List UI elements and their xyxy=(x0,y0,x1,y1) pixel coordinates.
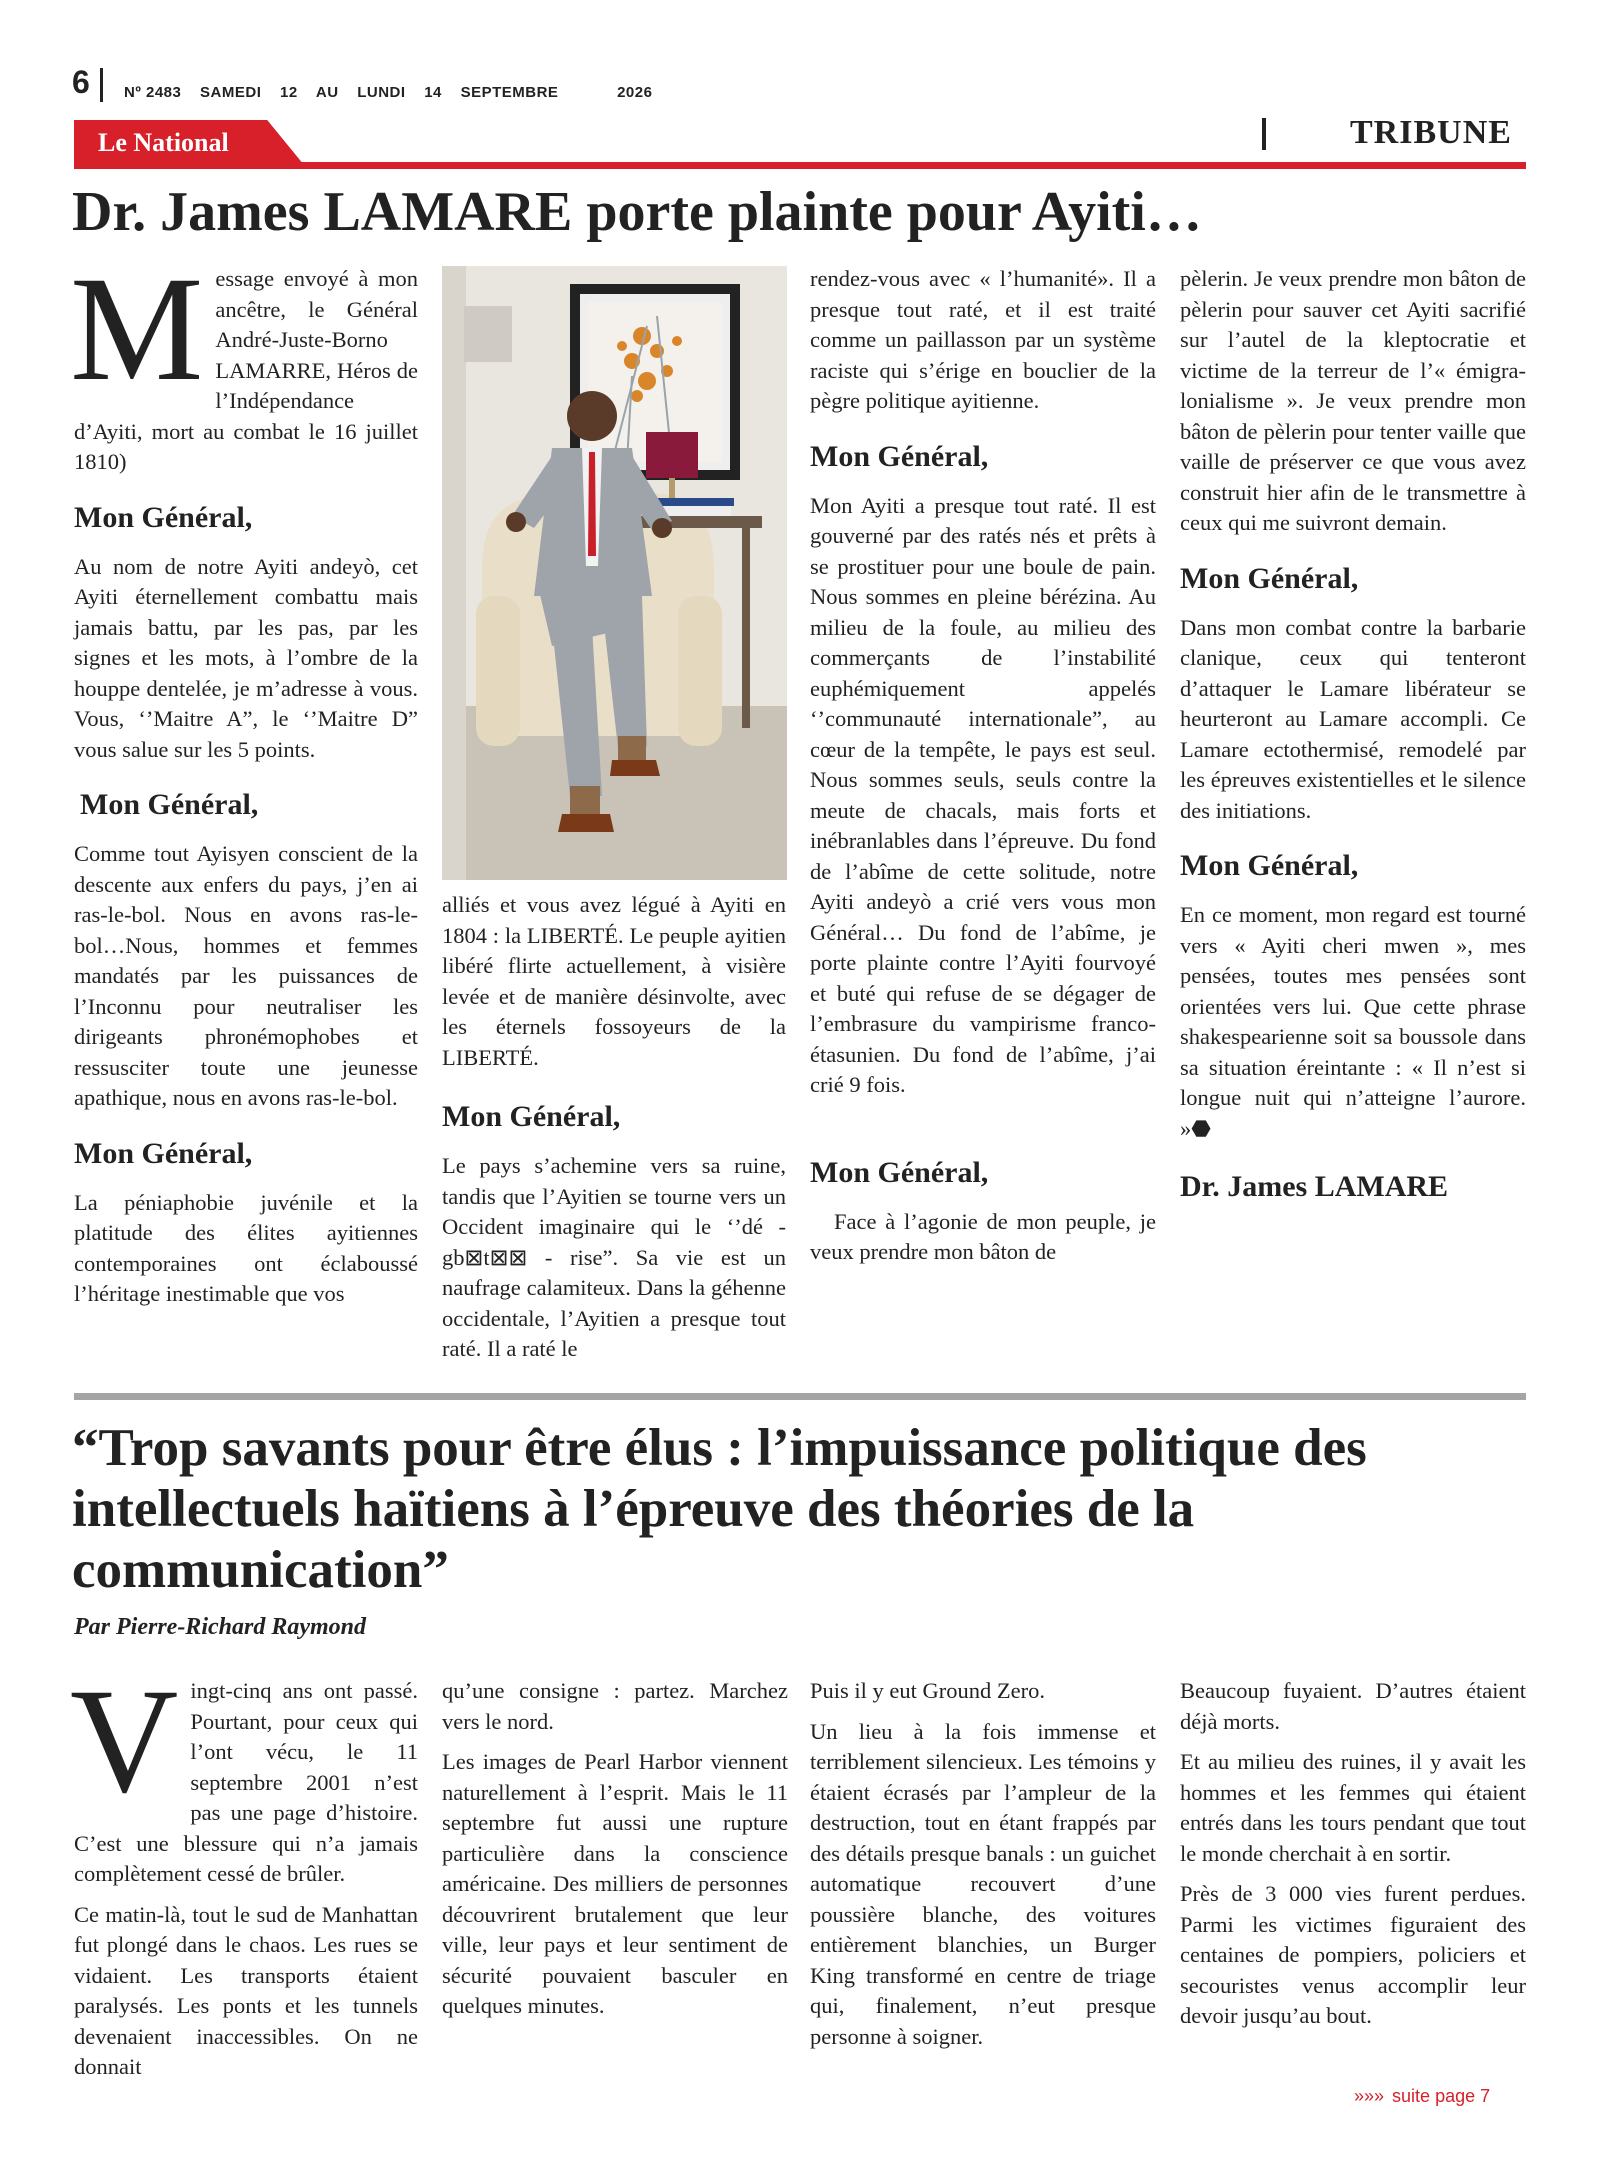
article1-paragraph-5: Le pays s’achemine vers sa ruine, tandis que l’Ayitien se tourne vers un Occident imaginaire qui le ‘’dé - gb⊠t⊠⊠ - rise”. Sa vie est un naufrage calamiteux. Dans la géhenne occidentale, l’Ayitien a presque tout raté. Il a raté le xyxy=(442,1153,786,1361)
article2-paragraph-6: Un lieu à la fois immense et terriblement silencieux. Les témoins y étaient écrasés par l’ampleur de la destruction, tout en étant frappés par des détails presque banals : un guichet automatique recouvert d’une poussière blanche, des voitures entièrement blanchies, un Burger King transformé en centre de triage qui, finalement, n’eut presque personne à soigner. xyxy=(810,1718,1156,2049)
article1-paragraph-11-text: En ce moment, mon regard est tourné vers « Ayiti cheri mwen », mes pensées, toutes mes pensées sont orientées vers lui. Que cette phrase shakespearienne soit sa boussole dans sa situation éreintante : « Il n’est si longue nuit qui n’atteigne l’aurore. » xyxy=(1180,902,1526,1141)
article2-paragraph-1 xyxy=(70,1658,418,1890)
article2-byline: Par Pierre-Richard Raymond xyxy=(74,1614,366,1640)
article2-paragraph-7: Beaucoup fuyaient. D’autres étaient déjà morts. xyxy=(1180,1678,1526,1734)
article1-intro xyxy=(70,246,418,478)
article2-column-2 xyxy=(442,1676,788,2032)
article1-paragraph-11 xyxy=(1180,900,1526,1144)
section-divider xyxy=(1262,118,1266,150)
article2-paragraph-4: Les images de Pearl Harbor viennent naturellement à l’esprit. Mais le 11 septembre fut aussi une rupture particulière dans la conscience américaine. Des milliers de personnes découvrirent brutalement que leur ville, leur pays et leur sentiment de sécurité pouvaient basculer en quelques minutes. xyxy=(442,1749,788,2018)
article2-paragraph-5: Puis il y eut Ground Zero. xyxy=(810,1678,1045,1703)
article1-column-4 xyxy=(1180,264,1526,1203)
continued-on-page-link[interactable] xyxy=(1354,2086,1490,2107)
article1-signature: Dr. James LAMARE xyxy=(1180,1170,1449,1203)
article1-dropcap: M xyxy=(70,246,204,412)
article2-headline: “Trop savants pour être élus : l’impuissance politique des intellectuels haïtiens à l’épreuve des théories de la communication” xyxy=(72,1419,1367,1599)
article1-paragraph-6: rendez-vous avec « l’humanité». Il a presque tout raté, et il est traité comme un paillasson par un système raciste qui s’érige en bouclier de la pègre politique ayitienne. xyxy=(810,266,1156,413)
article1-subhead-6: Mon Général, xyxy=(810,1155,989,1189)
author-photo-illustration xyxy=(442,266,787,880)
article1-subhead-2: Mon Général, xyxy=(80,788,259,821)
article1-headline: Dr. James LAMARE porte plainte pour Ayiti… xyxy=(72,181,1202,243)
date-from: 12 xyxy=(280,84,298,101)
page-number: 6 xyxy=(72,64,90,100)
article1-column-3 xyxy=(810,264,1156,1278)
article1-subhead-3: Mon Général, xyxy=(74,1136,253,1170)
article2-paragraph-1-text: ingt-cinq ans ont passé. Pourtant, pour ceux qui l’ont vécu, le 11 septembre 2001 n’est pas une page d’histoire. C’est une blessure qui n’a jamais complètement cessé de brûler. xyxy=(74,1678,418,1886)
article2-column-4 xyxy=(1180,1676,1526,2042)
continue-text: suite page 7 xyxy=(1392,2086,1491,2106)
date-month: SEPTEMBRE xyxy=(460,84,559,101)
issue-number: Nº 2483 xyxy=(124,84,182,101)
article1-paragraph-10: Dans mon combat contre la barbarie clanique, ceux qui tenteront d’attaquer le Lamare libérateur se heurteront au Lamare accompli. Ce Lamare ectothermisé, remodelé par les épreuves existentielles et le silence des initiations. xyxy=(1180,614,1526,823)
article2-paragraph-3: qu’une consigne : partez. Marchez vers le nord. xyxy=(442,1678,788,1734)
article1-subhead-4: Mon Général, xyxy=(442,1100,621,1133)
article1-column-2 xyxy=(442,890,786,1375)
article1-subhead-7: Mon Général, xyxy=(1180,561,1359,595)
article1-paragraph-7: Mon Ayiti a presque tout raté. Il est gouverné par des ratés nés et prêts à se prostituer pour une boule de pain. Nous sommes en pleine bérézina. Au milieu de la foule, au milieu des commerçants de l’instabilité euphémiquement appelés ‘’communauté internationale”, au cœur de la tempête, le pays est seul. Nous sommes seuls, seuls contre la meute de chacals, mais forts et inébranlables dans l’épreuve. Du fond de l’abîme de cette solitude, notre Ayiti andeyò a crié vers vous mon Général… Du fond de l’abîme, je porte plainte contre l’Ayiti fourvoyé et buté qui refuse de se dégager de l’embrasure du vampirisme franco-étasunien. Du fond de l’abîme, j’ai crié 9 fois. xyxy=(810,492,1156,1097)
issue-meta xyxy=(124,84,666,101)
continue-arrows-icon: »»» xyxy=(1354,2086,1385,2106)
article2-paragraph-2: Ce matin-là, tout le sud de Manhattan fut plongé dans le chaos. Les rues se vidaient. Les transports étaient paralysés. Les ponts et les tunnels devenaient inaccessibles. On ne donnait xyxy=(74,1901,418,2079)
article1-paragraph-3: La péniaphobie juvénile et la platitude des élites ayitiennes contemporaines ont éclaboussé l’héritage inestimable que vos xyxy=(74,1189,418,1306)
author-photo xyxy=(442,266,787,880)
article1-subhead-8: Mon Général, xyxy=(1180,849,1359,882)
article1-subhead-1: Mon Général, xyxy=(74,500,253,534)
article2-paragraph-9: Près de 3 000 vies furent perdues. Parmi les victimes figuraient des centaines de pompiers, policiers et secouristes venus accomplir leur devoir jusqu’au bout. xyxy=(1180,1881,1526,2028)
article-separator xyxy=(74,1393,1526,1400)
article1-intro-text: essage envoyé à mon ancêtre, le Général André-Juste-Borno LAMARRE, Héros de l’Indépendance d’Ayiti, mort au combat le 16 juillet 1810) xyxy=(74,266,418,474)
end-mark-icon: ⬣ xyxy=(1191,1115,1211,1141)
date-au: AU xyxy=(315,84,339,101)
article2-dropcap: V xyxy=(70,1658,179,1824)
brand-name: Le National xyxy=(98,128,229,157)
date-day: SAMEDI xyxy=(200,84,262,101)
header-rule xyxy=(74,162,1526,169)
article1-paragraph-4: alliés et vous avez légué à Ayiti en 1804 : la LIBERTÉ. Le peuple ayitien libéré flirte actuellement, à visière levée et de manière désinvolte, avec les éternels fossoyeurs de la LIBERTÉ. xyxy=(442,892,786,1070)
article2-column-3 xyxy=(810,1676,1156,2062)
article1-subhead-5: Mon Général, xyxy=(810,439,989,473)
article1-column-1 xyxy=(70,246,418,1320)
date-to: 14 xyxy=(424,84,442,101)
article1-paragraph-2: Comme tout Ayisyen conscient de la descente aux enfers du pays, j’en ai ras-le-bol. Nous en avons ras-le-bol…Nous, hommes et femmes mandatés par les puissances de l’Inconnu pour neutraliser les dirigeants phronémophobes et ressusciter toute une jeunesse apathique, nous en avons ras-le-bol. xyxy=(74,841,418,1110)
article1-paragraph-1: Au nom de notre Ayiti andeyò, cet Ayiti éternellement combattu mais jamais battu, par les pas, par les signes et les mots, à l’ombre de la houppe dentelée, je m’adresse à vous. Vous, ‘’Maitre A”, le ‘’Maitre D” vous salue sur les 5 points. xyxy=(74,553,418,762)
article2-paragraph-8: Et au milieu des ruines, il y avait les hommes et les femmes qui étaient entrés dans les tours pendant que tout le monde cherchait à en sortir. xyxy=(1180,1749,1526,1866)
article1-paragraph-8: Face à l’agonie de mon peuple, je veux prendre mon bâton de xyxy=(810,1208,1156,1264)
article1-paragraph-9: pèlerin. Je veux prendre mon bâton de pèlerin pour sauver cet Ayiti sacrifié sur l’autel de la kleptocratie et victime de la terreur de l’« émigra-lonialisme ». Je veux prendre mon bâton de pèlerin pour tenter vaille que vaille de préserver ce que vous avez construit hier afin de le transmettre à ceux qui me suivront demain. xyxy=(1180,266,1526,535)
section-label: TRIBUNE xyxy=(1350,114,1512,151)
page-number-divider xyxy=(100,68,103,102)
date-year: 2026 xyxy=(617,84,653,101)
date-day2: LUNDI xyxy=(357,84,406,101)
article2-column-1 xyxy=(70,1658,418,2093)
